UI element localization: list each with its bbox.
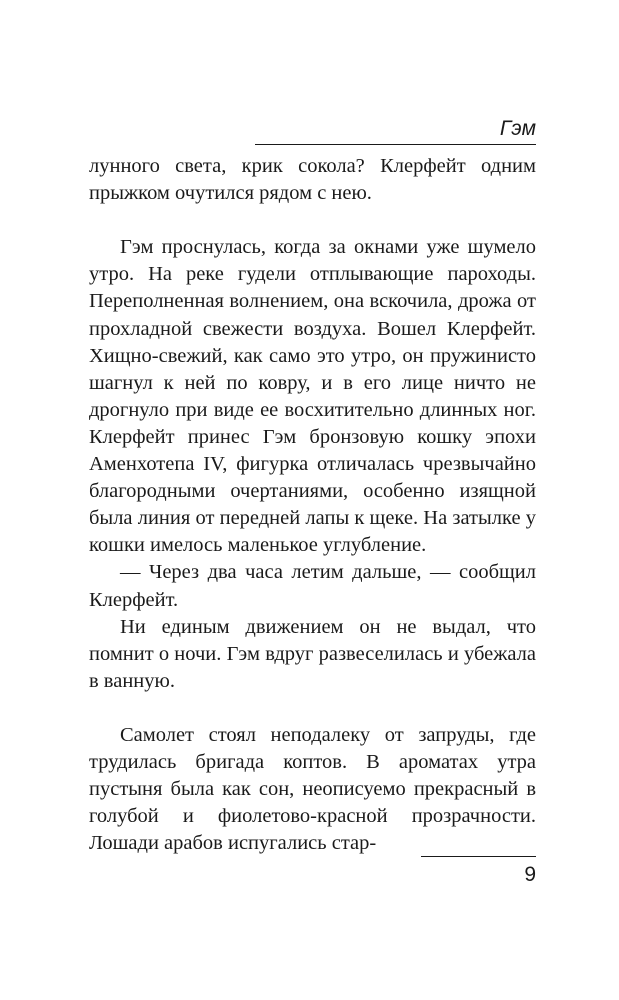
running-head: Гэм <box>499 117 536 140</box>
paragraph-2: Гэм проснулась, когда за окнами уже шумело утро. На реке гудели отплывающие пароходы. Переполненная волнением, она вскочила, дрожа от прохладной свежести воздуха. Вошел Клерфейт. Хищно-свежий, как само это утро, он пружинисто шагнул к ней по ковру, и в его лице ничто не дрогнуло при виде ее восхитительно длинных ног. Клерфейт принес Гэм бронзовую кошку эпохи Аменхотепа IV, фигурка отличалась чрезвычайно благородными очертаниями, особенно изящной была линия от передней лапы к щеке. На затылке у кошки имелось маленькое углубление. <box>89 236 536 557</box>
header-rule <box>255 144 536 145</box>
footer-rule <box>421 856 536 857</box>
paragraph-4: Ни единым движением он не выдал, что помнит о ночи. Гэм вдруг развеселилась и убежала в ванную. <box>89 615 536 692</box>
body-text <box>89 153 536 857</box>
paragraph-3: — Через два часа летим дальше, — сообщил Клерфейт. <box>89 561 536 611</box>
paragraph-gap <box>89 207 536 234</box>
paragraph-gap <box>89 695 536 722</box>
paragraph-5: Самолет стоял неподалеку от запруды, где трудилась бригада коптов. В ароматах утра пустыня была как сон, неописуемо прекрасный в голубой и фиолетово-красной прозрачности. Лошади арабов испугались стар- <box>89 723 536 855</box>
paragraph-1: лунного света, крик сокола? Клерфейт одним прыжком очутился рядом с нею. <box>89 155 536 205</box>
page-number: 9 <box>524 863 536 886</box>
